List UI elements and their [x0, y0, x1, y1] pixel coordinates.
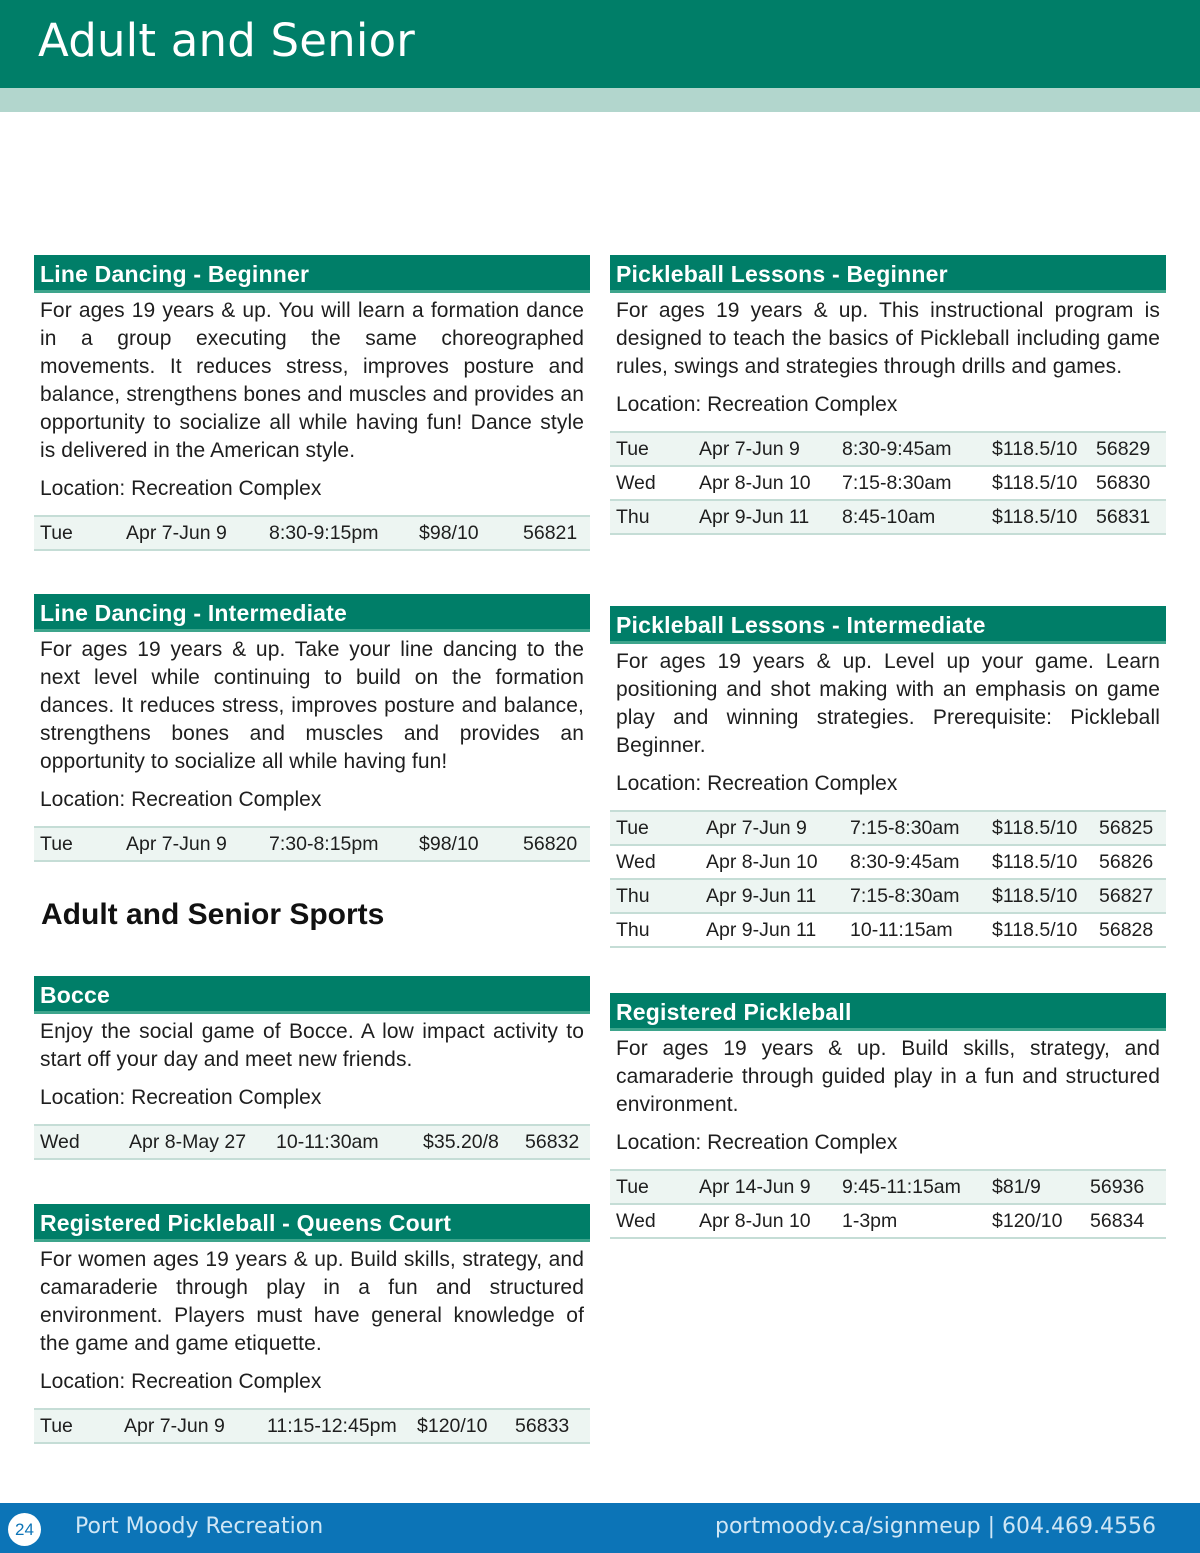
schedule-day: Wed — [610, 1204, 693, 1238]
program-description: For ages 19 years & up. You will learn a formation dance in a group executing the same choreographed movements. It reduces stress, improves posture and balance, strengthens bones and muscles and provides an opportunity to socialize all while having fun! Dance style is delivered in the American style. — [40, 299, 584, 462]
program-line-dancing-intermediate — [34, 594, 590, 862]
schedule-row — [610, 1170, 1166, 1204]
schedule-dates: Apr 8-Jun 10 — [693, 1204, 836, 1238]
program-title: Line Dancing - Intermediate — [34, 594, 590, 632]
schedule-time: 7:15-8:30am — [844, 811, 986, 845]
schedule-code: 56832 — [519, 1125, 590, 1159]
schedule-dates: Apr 9-Jun 11 — [700, 913, 844, 947]
schedule-time: 10-11:15am — [844, 913, 986, 947]
schedule-dates: Apr 14-Jun 9 — [693, 1170, 836, 1204]
schedule-day: Thu — [610, 879, 700, 913]
schedule-row — [610, 879, 1166, 913]
program-title: Bocce — [34, 976, 590, 1014]
schedule-price: $118.5/10 — [986, 879, 1093, 913]
program-description: For ages 19 years & up. Build skills, strategy, and camaraderie through guided play in a fun and structured environment. — [616, 1037, 1160, 1116]
schedule-code: 56833 — [509, 1409, 590, 1443]
schedule-table — [610, 810, 1166, 948]
schedule-row — [610, 1204, 1166, 1238]
schedule-price: $118.5/10 — [986, 845, 1093, 879]
schedule-day: Tue — [610, 811, 700, 845]
schedule-day: Tue — [34, 1409, 118, 1443]
schedule-time: 8:30-9:45am — [836, 432, 986, 466]
schedule-code: 56821 — [517, 516, 590, 550]
schedule-time: 8:45-10am — [836, 500, 986, 534]
program-location: Location: Recreation Complex — [616, 1131, 898, 1154]
schedule-table — [610, 1169, 1166, 1239]
schedule-day: Tue — [610, 1170, 693, 1204]
schedule-price: $120/10 — [986, 1204, 1084, 1238]
schedule-row — [610, 466, 1166, 500]
schedule-code: 56825 — [1093, 811, 1166, 845]
schedule-day: Tue — [610, 432, 693, 466]
schedule-dates: Apr 7-Jun 9 — [693, 432, 836, 466]
program-description: For ages 19 years & up. Take your line dancing to the next level while continuing to build on the formation dances. It reduces stress, improves posture and balance, strengthens bones and muscles and provides an opportunity to socialize all while having fun! — [40, 638, 584, 773]
schedule-dates: Apr 8-May 27 — [123, 1125, 270, 1159]
schedule-day: Tue — [34, 827, 120, 861]
schedule-dates: Apr 7-Jun 9 — [118, 1409, 261, 1443]
schedule-price: $118.5/10 — [986, 500, 1090, 534]
schedule-row — [610, 913, 1166, 947]
schedule-code: 56827 — [1093, 879, 1166, 913]
schedule-day: Thu — [610, 500, 693, 534]
schedule-code: 56826 — [1093, 845, 1166, 879]
schedule-row — [610, 432, 1166, 466]
schedule-table — [34, 515, 590, 551]
schedule-code: 56834 — [1084, 1204, 1166, 1238]
schedule-day: Wed — [610, 466, 693, 500]
program-location: Location: Recreation Complex — [40, 477, 322, 500]
schedule-time: 7:15-8:30am — [836, 466, 986, 500]
program-description: For women ages 19 years & up. Build skills, strategy, and camaraderie through play in a fun and structured environment. Players must have general knowledge of the game and game etiquette. — [40, 1248, 584, 1355]
schedule-code: 56820 — [517, 827, 590, 861]
program-title: Line Dancing - Beginner — [34, 255, 590, 293]
schedule-time: 10-11:30am — [270, 1125, 417, 1159]
schedule-dates: Apr 9-Jun 11 — [700, 879, 844, 913]
program-line-dancing-beginner — [34, 255, 590, 551]
schedule-row — [610, 845, 1166, 879]
schedule-row — [610, 811, 1166, 845]
program-location: Location: Recreation Complex — [40, 788, 322, 811]
schedule-row — [610, 500, 1166, 534]
schedule-code: 56828 — [1093, 913, 1166, 947]
schedule-row — [34, 1125, 590, 1159]
program-title: Registered Pickleball - Queens Court — [34, 1204, 590, 1242]
program-bocce — [34, 976, 590, 1160]
section-heading: Adult and Senior Sports — [41, 898, 385, 931]
page-number: 24 — [8, 1513, 41, 1546]
program-description: Enjoy the social game of Bocce. A low impact activity to start off your day and meet new friends. — [40, 1020, 584, 1071]
schedule-dates: Apr 8-Jun 10 — [700, 845, 844, 879]
schedule-time: 9:45-11:15am — [836, 1170, 986, 1204]
schedule-dates: Apr 7-Jun 9 — [700, 811, 844, 845]
footer-contact[interactable]: portmoody.ca/signmeup | 604.469.4556 — [715, 1514, 1156, 1539]
program-location: Location: Recreation Complex — [40, 1086, 322, 1109]
program-description: For ages 19 years & up. This instructional program is designed to teach the basics of Pickleball including game rules, swings and strategies through drills and games. — [616, 299, 1160, 378]
schedule-dates: Apr 8-Jun 10 — [693, 466, 836, 500]
schedule-time: 7:15-8:30am — [844, 879, 986, 913]
schedule-time: 11:15-12:45pm — [261, 1409, 411, 1443]
program-description: For ages 19 years & up. Level up your game. Learn positioning and shot making with an emphasis on game play and winning strategies. Prerequisite: Pickleball Beginner. — [616, 650, 1160, 757]
schedule-day: Thu — [610, 913, 700, 947]
schedule-price: $35.20/8 — [417, 1125, 519, 1159]
program-location: Location: Recreation Complex — [616, 772, 898, 795]
schedule-row — [34, 516, 590, 550]
schedule-dates: Apr 7-Jun 9 — [120, 827, 263, 861]
schedule-code: 56831 — [1090, 500, 1166, 534]
program-title: Pickleball Lessons - Intermediate — [610, 606, 1166, 644]
schedule-code: 56936 — [1084, 1170, 1166, 1204]
schedule-table — [34, 1124, 590, 1160]
program-location: Location: Recreation Complex — [616, 393, 898, 416]
schedule-table — [34, 826, 590, 862]
schedule-table — [34, 1408, 590, 1444]
program-location: Location: Recreation Complex — [40, 1370, 322, 1393]
schedule-price: $120/10 — [411, 1409, 509, 1443]
schedule-time: 7:30-8:15pm — [263, 827, 413, 861]
schedule-price: $81/9 — [986, 1170, 1084, 1204]
schedule-time: 8:30-9:15pm — [263, 516, 413, 550]
schedule-price: $98/10 — [413, 827, 517, 861]
schedule-price: $118.5/10 — [986, 913, 1093, 947]
schedule-time: 1-3pm — [836, 1204, 986, 1238]
schedule-day: Wed — [34, 1125, 123, 1159]
schedule-row — [34, 827, 590, 861]
program-title: Pickleball Lessons - Beginner — [610, 255, 1166, 293]
schedule-time: 8:30-9:45am — [844, 845, 986, 879]
program-pickleball-intermediate — [610, 606, 1166, 948]
schedule-price: $118.5/10 — [986, 432, 1090, 466]
schedule-dates: Apr 9-Jun 11 — [693, 500, 836, 534]
schedule-price: $98/10 — [413, 516, 517, 550]
program-registered-pickleball — [610, 993, 1166, 1239]
schedule-day: Wed — [610, 845, 700, 879]
schedule-table — [610, 431, 1166, 535]
program-title: Registered Pickleball — [610, 993, 1166, 1031]
page-title: Adult and Senior — [38, 14, 415, 67]
schedule-code: 56829 — [1090, 432, 1166, 466]
program-queens-court — [34, 1204, 590, 1444]
schedule-row — [34, 1409, 590, 1443]
header-stripe — [0, 88, 1200, 112]
program-pickleball-beginner — [610, 255, 1166, 535]
schedule-code: 56830 — [1090, 466, 1166, 500]
schedule-price: $118.5/10 — [986, 811, 1093, 845]
schedule-day: Tue — [34, 516, 120, 550]
footer-org-name: Port Moody Recreation — [75, 1514, 324, 1539]
schedule-dates: Apr 7-Jun 9 — [120, 516, 263, 550]
schedule-price: $118.5/10 — [986, 466, 1090, 500]
